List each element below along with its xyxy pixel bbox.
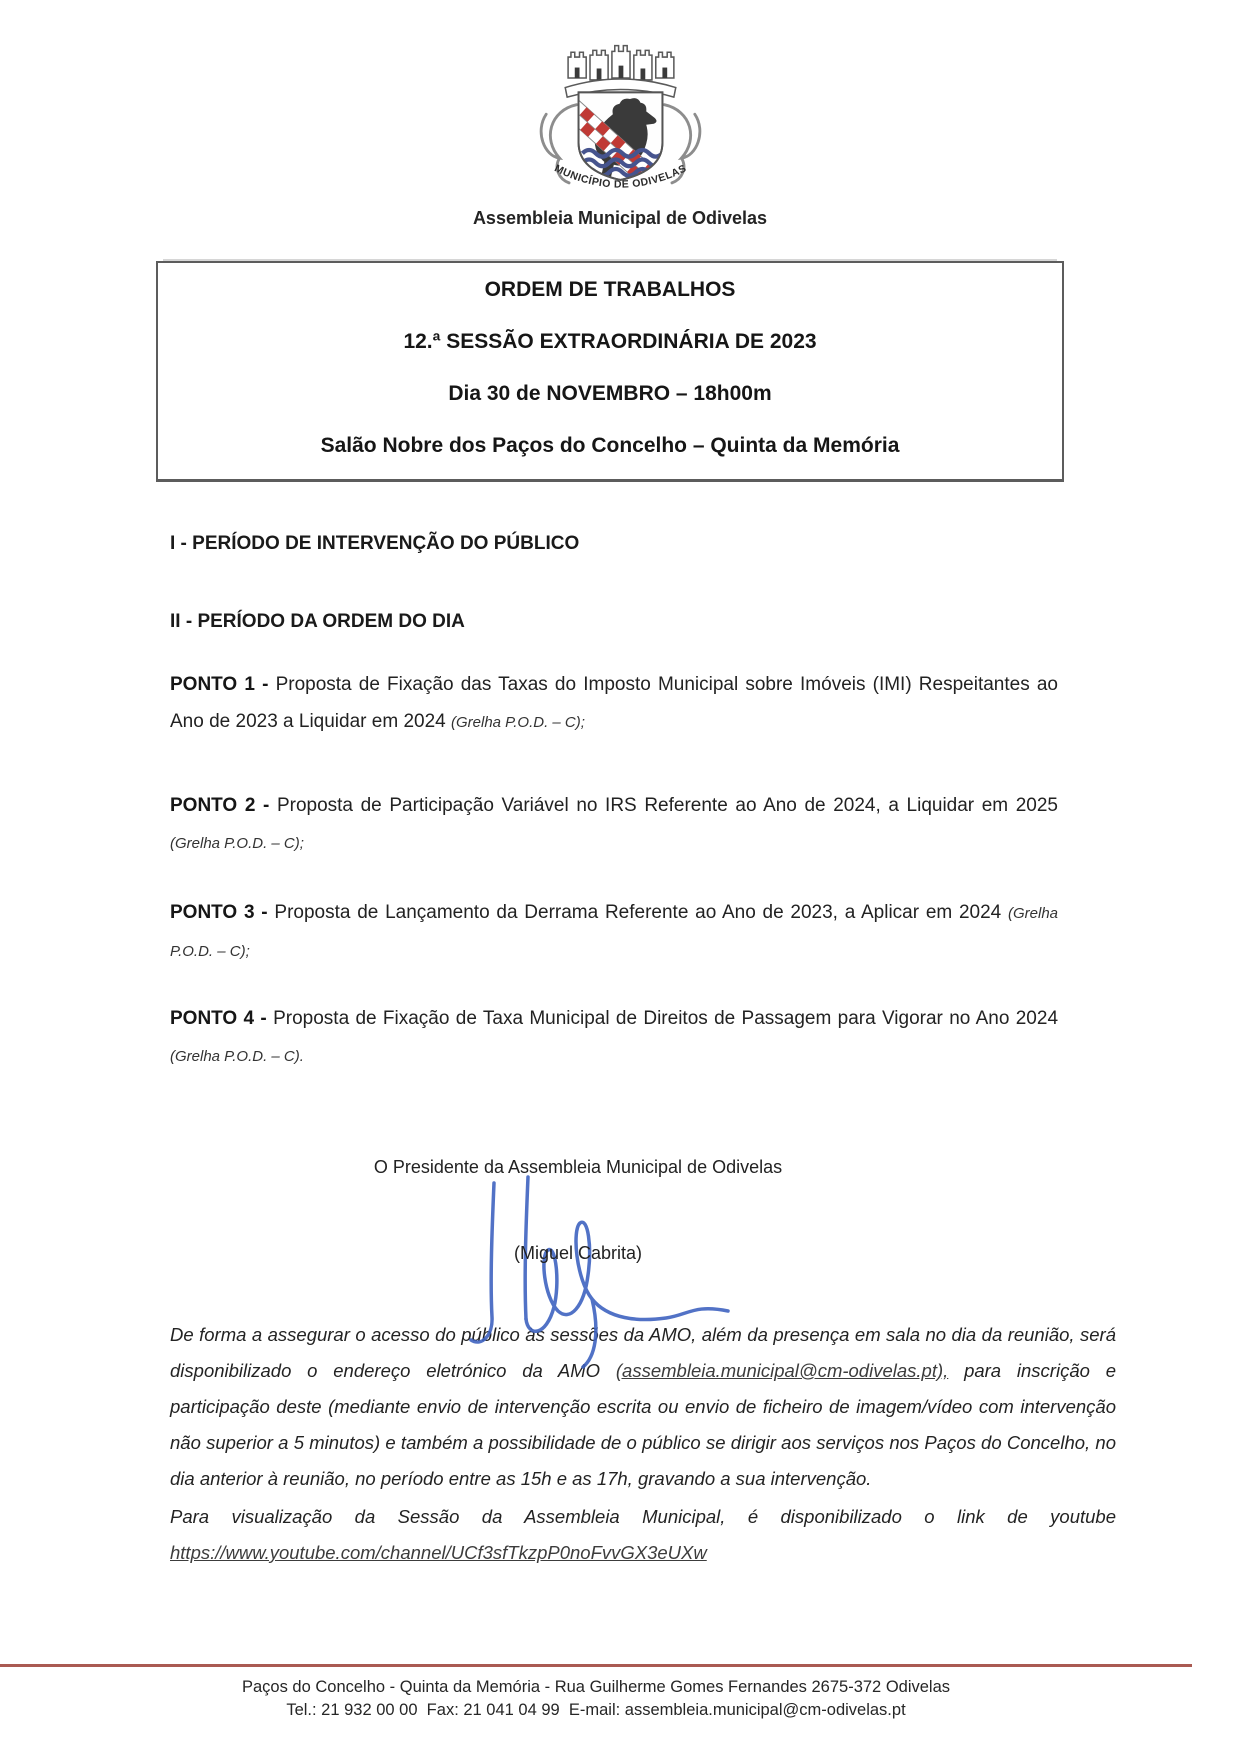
- agenda-item-text: Proposta de Lançamento da Derrama Referente ao Ano de 2023, a Aplicar em 2024: [274, 902, 1002, 923]
- signature-block: [170, 1155, 986, 1311]
- signatory-name: (Miguel Cabrita): [513, 1243, 643, 1263]
- crest-banner-text: MUNICÍPIO DE ODIVELAS: [551, 163, 689, 191]
- agenda-item-note: (Grelha P.O.D. – C);: [170, 835, 304, 852]
- notice-text: para inscrição e participação deste (mediante envio de intervenção escrita ou envio de ficheiro de imagem/vídeo com intervenção não superior a 5 minutos) e também a possibilidade de o público se dirigir aos serviços nos Paços do Concelho, no dia anterior à reunião, no período entre as 15h e as 17h, gravando a sua intervenção.: [170, 1360, 1116, 1489]
- agenda-item-ponto-3: [170, 894, 1116, 970]
- notice-text: Para visualização da Sessão da Assembleia Municipal, é disponibilizado o link de youtube: [170, 1506, 1116, 1527]
- public-access-notice: [170, 1317, 1116, 1497]
- agenda-item-text: Proposta de Participação Variável no IRS Referente ao Ano de 2024, a Liquidar em 2025: [276, 795, 1059, 816]
- agenda-item-ponto-4: [170, 1000, 1116, 1075]
- waves-icon: [582, 150, 662, 176]
- session-title: 12.ª SESSÃO EXTRAORDINÁRIA DE 2023: [403, 330, 817, 353]
- section-heading-agenda-period: II - PERÍODO DA ORDEM DO DIA: [170, 611, 465, 632]
- agenda-item-label: PONTO 3 -: [170, 902, 268, 923]
- agenda-item-ponto-1: [170, 666, 1116, 741]
- order-of-works-title: ORDEM DE TRABALHOS: [484, 278, 736, 301]
- agenda-item-note: (Grelha P.O.D. – C).: [170, 1048, 304, 1065]
- agenda-item-note: (Grelha P.O.D. – C);: [170, 905, 1059, 960]
- session-datetime: Dia 30 de NOVEMBRO – 18h00m: [448, 382, 772, 405]
- agenda-item-label: PONTO 2 -: [170, 795, 270, 816]
- tower-doors-icon: [574, 66, 666, 80]
- email-link[interactable]: (assembleia.municipal@cm-odivelas.pt),: [615, 1360, 949, 1381]
- organization-name: Assembleia Municipal de Odivelas: [472, 208, 768, 228]
- youtube-link[interactable]: https://www.youtube.com/channel/UCf3sfTkzpP0noFvvGX3eUXw: [170, 1542, 707, 1563]
- agenda-item-note: (Grelha P.O.D. – C);: [451, 714, 585, 731]
- agenda-item-text: Proposta de Fixação de Taxa Municipal de Direitos de Passagem para Vigorar no Ano 2024: [273, 1008, 1059, 1029]
- youtube-notice: [170, 1499, 1116, 1571]
- municipal-crest-logo: [487, 38, 754, 200]
- session-location: Salão Nobre dos Paços do Concelho – Quinta da Memória: [320, 434, 900, 457]
- document-body: [170, 532, 1116, 1571]
- crest-container: [0, 38, 1240, 205]
- session-header-box: [156, 261, 1064, 482]
- footer-contacts: Tel.: 21 932 00 00 Fax: 21 041 04 99 E-mail: assembleia.municipal@cm-odivelas.pt: [286, 1701, 906, 1719]
- agenda-item-label: PONTO 4 -: [170, 1008, 267, 1029]
- page-footer: [0, 1664, 1192, 1722]
- signatory-title: O Presidente da Assembleia Municipal de Odivelas: [373, 1157, 783, 1177]
- agenda-item-label: PONTO 1 -: [170, 674, 269, 695]
- section-heading-public-period: I - PERÍODO DE INTERVENÇÃO DO PÚBLICO: [170, 533, 580, 554]
- notice-text: De forma a assegurar o acesso do público às sessões da AMO, além da presença em sala no dia da reunião, será disponibilizado o endereço eletrónico da AMO: [170, 1324, 1116, 1381]
- agenda-item-ponto-2: [170, 787, 1116, 862]
- footer-address: Paços do Concelho - Quinta da Memória - Rua Guilherme Gomes Fernandes 2675-372 Odivelas: [241, 1678, 951, 1696]
- agenda-item-text: Proposta de Fixação das Taxas do Imposto Municipal sobre Imóveis (IMI) Respeitantes ao Ano de 2023 a Liquidar em 2024: [170, 674, 1058, 732]
